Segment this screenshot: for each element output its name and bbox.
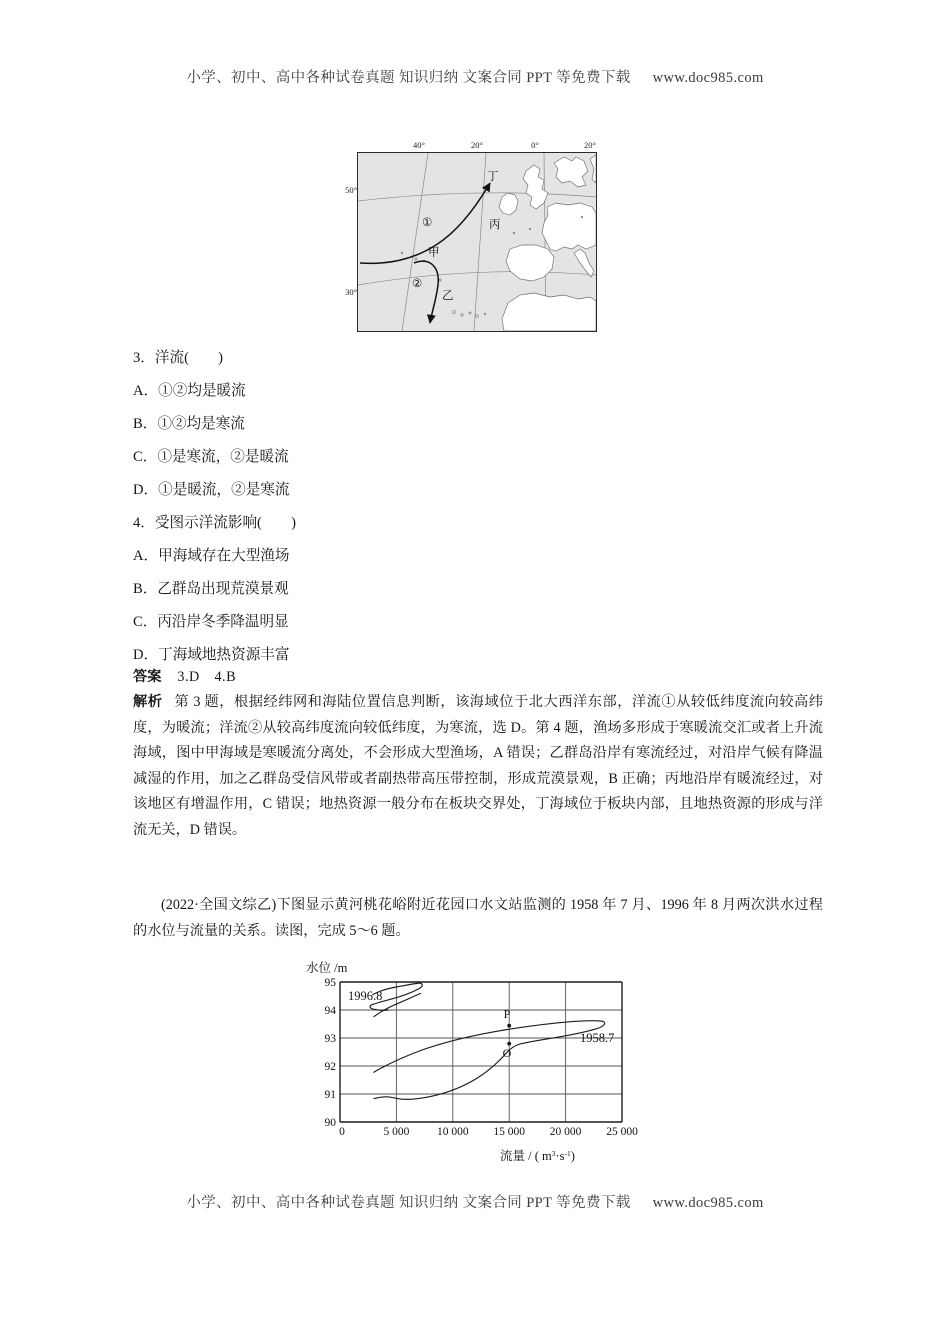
question-3-option-c[interactable]: C．①是寒流，②是暖流	[133, 449, 289, 465]
chart-frame	[340, 982, 622, 1122]
answer-line	[133, 666, 236, 686]
footer-watermark-text: 小学、初中、高中各种试卷真题 知识归纳 文案合同 PPT 等免费下载	[186, 1195, 631, 1211]
chart-ytick-95: 95	[324, 977, 336, 989]
map-label-region-ding: 丁	[487, 171, 499, 183]
map-lon-label-40w: 40°	[413, 140, 425, 150]
explanation-label: 解析	[133, 694, 163, 710]
map-lon-label-20w: 20°	[471, 140, 483, 150]
chart-series-label-1996: 1996.8	[348, 989, 383, 1003]
question-4-option-b[interactable]: B．乙群岛出现荒漠景观	[133, 581, 289, 597]
chart-ytick-92: 92	[324, 1061, 336, 1073]
map-svg	[358, 153, 596, 331]
question-3-option-b[interactable]: B．①②均是寒流	[133, 416, 245, 432]
question-3-stem: 3．洋流( )	[133, 350, 223, 366]
chart-y-axis-title: 水位 /m	[306, 961, 348, 975]
chart-xtitle-mid: ·s	[555, 1149, 565, 1163]
chart-svg	[292, 958, 672, 1173]
answer-value: 3.D 4.B	[177, 669, 237, 685]
chart-xtitle-suffix: )	[570, 1149, 575, 1163]
next-question-stem: (2022·全国文综乙)下图显示黄河桃花峪附近花园口水文站监测的 1958 年 7 月、1996 年 8 月两次洪水过程的水位与流量的关系。读图，完成 5～6 题。	[133, 897, 823, 939]
chart-ytick-90: 90	[324, 1117, 336, 1129]
map-label-region-yi: 乙	[442, 290, 454, 302]
chart-ytick-93: 93	[324, 1033, 336, 1045]
header-watermark-text: 小学、初中、高中各种试卷真题 知识归纳 文案合同 PPT 等免费下载	[186, 70, 631, 86]
chart-x-ticklabels	[339, 1126, 638, 1138]
chart-xtick-20000: 20 000	[549, 1126, 582, 1138]
chart-y-ticklabels	[325, 977, 337, 1129]
map-lat-label-50n: 50°	[345, 185, 357, 195]
map-lat-label-30n: 30°	[345, 287, 357, 297]
question-4-option-c[interactable]: C．丙沿岸冬季降温明显	[133, 614, 289, 630]
footer-watermark-url: www.doc985.com	[652, 1195, 764, 1211]
chart-xtitle-sup1: 3	[551, 1149, 556, 1158]
svg-text:流量 / ( m3·s-1)	[500, 1148, 575, 1163]
chart-series-label-1958: 1958.7	[580, 1031, 615, 1045]
map-figure	[357, 152, 597, 332]
chart-x-axis-title	[500, 1148, 575, 1163]
chart-xtitle-prefix: 流量 / ( m	[500, 1149, 552, 1163]
header-watermark-url: www.doc985.com	[652, 70, 764, 86]
question-4-option-d[interactable]: D．丁海域地热资源丰富	[133, 647, 290, 663]
stage-discharge-chart	[292, 958, 672, 1173]
chart-xtick-10000: 10 000	[436, 1126, 469, 1138]
chart-point-O-label: O	[502, 1046, 512, 1060]
map-latitude-labels	[320, 152, 360, 330]
chart-xtick-15000: 15 000	[493, 1126, 526, 1138]
footer-watermark	[0, 1191, 950, 1212]
header-watermark	[0, 66, 950, 87]
map-label-current-1: ①	[422, 217, 433, 229]
map-label-region-jia: 甲	[428, 247, 440, 259]
map-lon-label-20e: 20°	[584, 140, 596, 150]
curve-1958-tail	[374, 1097, 402, 1099]
explanation-text: 第 3 题，根据经纬网和海陆位置信息判断，该海域位于北大西洋东部，洋流①从较低纬度流向较高纬度，为暖流；洋流②从较高纬度流向较低纬度，为寒流，选 D。第 4 题，渔场多形成于寒暖流交汇或者上升流海域，图中甲海域是寒暖流分离处，不会形成大型渔场，A 错误；乙群岛沿岸有寒流经过，对沿岸气候有降温减湿的作用，加之乙群岛受信风带或者副热带高压带控制，形成荒漠景观，B 正确；丙地沿岸有暖流经过，对该地区有增温作用，C 错误；地热资源一般分布在板块交界处，丁海域位于板块内部，且地热资源的形成与洋流无关，D 错误。	[133, 694, 823, 838]
curve-1958-rising-limb	[374, 1021, 603, 1073]
chart-point-O	[507, 1042, 511, 1046]
map-label-region-bing: 丙	[489, 219, 501, 231]
chart-xtitle-sup2: -1	[564, 1149, 571, 1158]
question-3-option-d[interactable]: D．①是暖流，②是寒流	[133, 482, 290, 498]
chart-ytick-91: 91	[324, 1089, 336, 1101]
chart-point-P-label: P	[503, 1007, 511, 1021]
chart-gridlines	[340, 982, 622, 1122]
question-4-stem: 4．受图示洋流影响( )	[133, 515, 296, 531]
map-lon-label-0: 0°	[531, 140, 539, 150]
question-3-option-a[interactable]: A．①②均是暖流	[133, 383, 246, 399]
chart-ytick-94: 94	[324, 1005, 336, 1017]
question-4-option-a[interactable]: A．甲海域存在大型渔场	[133, 548, 290, 564]
chart-xtick-5000: 5 000	[383, 1126, 410, 1138]
chart-xtick-0: 0	[339, 1126, 345, 1138]
map-label-current-2: ②	[412, 278, 423, 290]
chart-xtick-25000: 25 000	[606, 1126, 638, 1138]
answer-label: 答案	[133, 669, 162, 685]
explanation-block	[133, 690, 823, 844]
chart-point-P	[507, 1024, 511, 1028]
